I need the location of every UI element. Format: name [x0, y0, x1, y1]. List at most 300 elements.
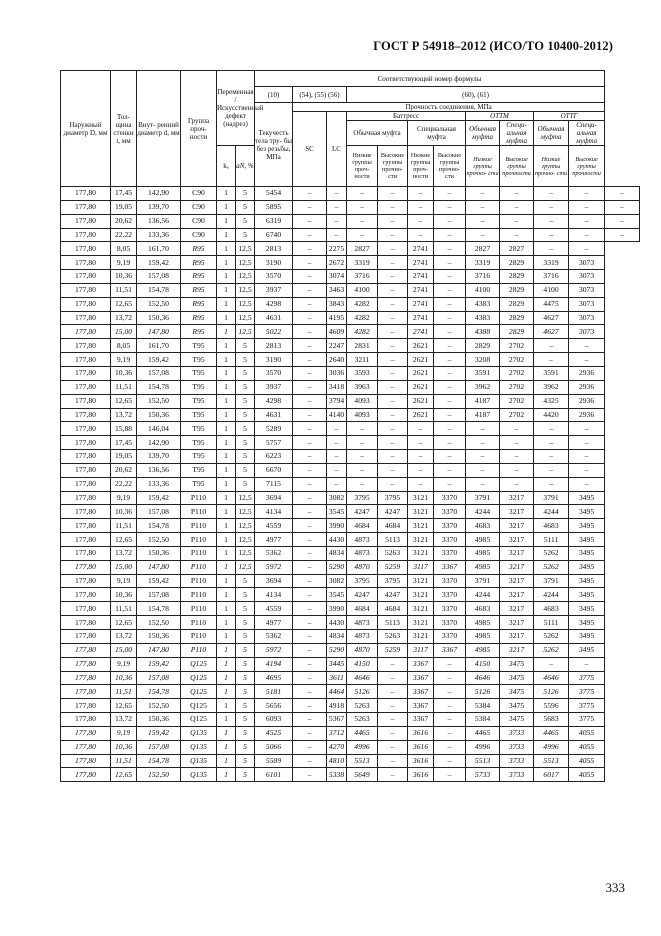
table-cell: 177,80	[61, 574, 111, 588]
table-cell: 4631	[255, 408, 293, 422]
table-cell: 3495	[569, 505, 605, 519]
table-cell: –	[327, 214, 347, 228]
table-cell: 161,70	[137, 339, 181, 353]
table-cell: 9,19	[111, 491, 137, 505]
table-cell: 10,36	[111, 505, 137, 519]
table-cell: 2621	[408, 339, 434, 353]
table-cell: 3733	[500, 768, 534, 782]
table-cell: –	[293, 270, 327, 284]
table-cell: 3036	[327, 366, 347, 380]
table-cell: –	[347, 463, 378, 477]
table-cell: 10,36	[111, 671, 137, 685]
table-cell: 4298	[255, 297, 293, 311]
header-an: aN, %	[236, 146, 255, 187]
table-cell: P110	[181, 574, 217, 588]
table-cell: 5181	[255, 685, 293, 699]
table-cell: 177,80	[61, 685, 111, 699]
table-cell: 3082	[327, 574, 347, 588]
table-cell: 3475	[500, 671, 534, 685]
table-cell: –	[534, 353, 569, 367]
table-cell: 159,42	[137, 491, 181, 505]
table-row	[61, 256, 640, 270]
table-cell: 5111	[534, 616, 569, 630]
table-cell: –	[434, 283, 466, 297]
table-cell: 1	[217, 671, 236, 685]
table-cell: 3475	[500, 699, 534, 713]
table-cell: 5289	[255, 422, 293, 436]
table-cell: –	[534, 463, 569, 477]
table-cell: 12,65	[111, 616, 137, 630]
table-cell: 3208	[466, 353, 500, 367]
table-row	[61, 242, 640, 256]
table-cell: 5362	[255, 546, 293, 560]
table-row	[61, 339, 640, 353]
table-cell: –	[293, 256, 327, 270]
table-cell: 5	[236, 463, 255, 477]
table-cell: 177,80	[61, 353, 111, 367]
table-cell: 142,90	[137, 187, 181, 201]
table-cell: –	[434, 699, 466, 713]
table-cell: –	[500, 200, 534, 214]
table-cell: –	[378, 740, 408, 754]
table-cell: 133,36	[137, 228, 181, 242]
table-cell: 154,78	[137, 602, 181, 616]
table-cell: 2702	[500, 339, 534, 353]
table-cell: 3495	[569, 519, 605, 533]
table-cell: 5113	[378, 616, 408, 630]
table-cell: –	[378, 297, 408, 311]
table-cell: 5	[236, 657, 255, 671]
table-cell: 2831	[347, 339, 378, 353]
header-yield: Текучесть тела тру- бы без резьбы, МПа	[255, 103, 293, 187]
table-cell: –	[569, 450, 605, 464]
table-cell: –	[293, 366, 327, 380]
table-cell: 1	[217, 519, 236, 533]
page-number: 333	[605, 880, 625, 895]
table-cell: 2936	[569, 394, 605, 408]
table-cell: 1	[217, 491, 236, 505]
table-cell: –	[378, 671, 408, 685]
table-cell: 3121	[408, 602, 434, 616]
table-cell: R95	[181, 325, 217, 339]
table-cell: 5	[236, 713, 255, 727]
table-cell: 3495	[569, 630, 605, 644]
table-cell: –	[327, 450, 347, 464]
table-cell: 2275	[327, 242, 347, 256]
header-ottm-regular: Обычная муфта	[466, 121, 500, 146]
table-cell: 3990	[327, 602, 347, 616]
table-cell: –	[347, 436, 378, 450]
table-cell: 5513	[347, 754, 378, 768]
table-cell: 9,19	[111, 726, 137, 740]
table-cell: 2829	[500, 325, 534, 339]
table-cell: 3475	[500, 657, 534, 671]
table-row	[61, 325, 640, 339]
table-cell: –	[378, 768, 408, 782]
table-cell: P110	[181, 616, 217, 630]
table-cell: 5126	[347, 685, 378, 699]
table-cell: 136,56	[137, 214, 181, 228]
table-cell: 4996	[347, 740, 378, 754]
table-cell: 13,72	[111, 311, 137, 325]
table-cell: –	[293, 408, 327, 422]
table-cell: –	[378, 339, 408, 353]
table-cell: 3370	[434, 602, 466, 616]
table-cell: 177,80	[61, 394, 111, 408]
table-cell: 4325	[534, 394, 569, 408]
table-cell: 4244	[534, 588, 569, 602]
table-cell: –	[293, 671, 327, 685]
table-cell: 157,08	[137, 740, 181, 754]
table-cell: 177,80	[61, 242, 111, 256]
table-cell: Q135	[181, 768, 217, 782]
table-row	[61, 713, 640, 727]
table-cell: 3733	[500, 726, 534, 740]
header-ottg-special: Специ- альная муфта	[569, 121, 605, 146]
table-cell: –	[293, 228, 327, 242]
table-cell: 177,80	[61, 740, 111, 754]
table-cell: 177,80	[61, 533, 111, 547]
table-cell: –	[378, 422, 408, 436]
header-sc: SC	[293, 112, 327, 187]
header-ottm: ОТТМ	[466, 112, 534, 121]
table-cell: 177,80	[61, 505, 111, 519]
table-cell: 3217	[500, 588, 534, 602]
table-cell: –	[434, 200, 466, 214]
header-connection-strength: Прочность соединения, МПа	[293, 103, 605, 112]
table-cell: 2827	[466, 242, 500, 256]
table-cell: 3073	[569, 283, 605, 297]
table-cell: –	[293, 297, 327, 311]
table-cell: 3733	[500, 754, 534, 768]
table-cell: 5513	[534, 754, 569, 768]
table-cell: 5066	[255, 740, 293, 754]
table-cell: 4430	[327, 616, 347, 630]
table-cell: 3367	[408, 671, 434, 685]
table-cell: 9,19	[111, 353, 137, 367]
table-cell: –	[293, 339, 327, 353]
table-cell: –	[605, 187, 640, 201]
table-cell: 8,05	[111, 339, 137, 353]
table-cell: 159,42	[137, 657, 181, 671]
table-cell: 3121	[408, 574, 434, 588]
table-cell: Q125	[181, 699, 217, 713]
header-grade: Группа проч- ности	[181, 71, 217, 187]
table-cell: C90	[181, 200, 217, 214]
table-cell: 3495	[569, 643, 605, 657]
table-cell: 3117	[408, 560, 434, 574]
table-cell: 3370	[434, 505, 466, 519]
table-cell: 4055	[569, 740, 605, 754]
table-cell: –	[293, 394, 327, 408]
table-cell: 3775	[569, 699, 605, 713]
table-cell: 3367	[408, 699, 434, 713]
table-cell: 4695	[255, 671, 293, 685]
table-cell: C90	[181, 187, 217, 201]
table-cell: 4150	[347, 657, 378, 671]
header-outer-diameter: Наружный диаметр D, мм	[61, 71, 111, 187]
table-cell: 1	[217, 713, 236, 727]
header-ottg: ОТТГ	[534, 112, 605, 121]
table-cell: –	[293, 505, 327, 519]
header-buttress: Баттресс	[347, 112, 466, 121]
table-cell: 4985	[466, 643, 500, 657]
table-cell: –	[569, 228, 605, 242]
table-row	[61, 408, 640, 422]
table-cell: 3794	[327, 394, 347, 408]
table-cell: 177,80	[61, 713, 111, 727]
table-cell: –	[293, 187, 327, 201]
table-cell: 3217	[500, 491, 534, 505]
table-cell: 11,51	[111, 602, 137, 616]
table-cell: –	[500, 187, 534, 201]
table-cell: 3937	[255, 283, 293, 297]
table-cell: 3962	[466, 380, 500, 394]
table-cell: 1	[217, 630, 236, 644]
table-cell: –	[534, 450, 569, 464]
table-cell: 12,5	[236, 297, 255, 311]
table-cell: –	[434, 422, 466, 436]
table-cell: –	[293, 546, 327, 560]
table-cell: T95	[181, 394, 217, 408]
table-cell: 4100	[347, 283, 378, 297]
table-cell: T95	[181, 436, 217, 450]
table-cell: –	[466, 228, 500, 242]
table-cell: 3775	[569, 685, 605, 699]
table-cell: 2829	[500, 283, 534, 297]
table-cell: 4684	[347, 602, 378, 616]
table-cell: 5589	[255, 754, 293, 768]
table-cell: 3616	[408, 726, 434, 740]
table-cell: 11,51	[111, 283, 137, 297]
table-cell: 5972	[255, 643, 293, 657]
table-cell: P110	[181, 533, 217, 547]
table-cell: 4873	[347, 533, 378, 547]
table-cell: –	[293, 685, 327, 699]
table-cell: –	[434, 325, 466, 339]
table-cell: –	[293, 380, 327, 394]
table-cell: 11,51	[111, 380, 137, 394]
table-cell: 5	[236, 726, 255, 740]
table-cell: 150,36	[137, 630, 181, 644]
table-row	[61, 353, 640, 367]
table-cell: –	[605, 200, 640, 214]
table-cell: 5649	[347, 768, 378, 782]
table-cell: 4187	[466, 394, 500, 408]
table-cell: 2741	[408, 256, 434, 270]
table-cell: Q135	[181, 740, 217, 754]
table-cell: 4465	[347, 726, 378, 740]
table-cell: 4977	[255, 616, 293, 630]
table-cell: 177,80	[61, 643, 111, 657]
table-cell: 177,80	[61, 699, 111, 713]
table-cell: 3591	[466, 366, 500, 380]
table-cell: –	[434, 380, 466, 394]
table-cell: 157,08	[137, 588, 181, 602]
table-cell: 15,00	[111, 560, 137, 574]
header-wall-thickness: Тол- щина стенки t, мм	[111, 71, 137, 187]
table-cell: P110	[181, 643, 217, 657]
table-cell: 5	[236, 685, 255, 699]
header-regular-coupling: Обычная муфта	[347, 121, 408, 146]
table-cell: 177,80	[61, 422, 111, 436]
table-cell: 3217	[500, 505, 534, 519]
table-cell: 5	[236, 602, 255, 616]
table-cell: 1	[217, 256, 236, 270]
table-cell: 5513	[466, 754, 500, 768]
table-cell: –	[466, 450, 500, 464]
table-cell: P110	[181, 560, 217, 574]
table-cell: 1	[217, 339, 236, 353]
table-row	[61, 214, 640, 228]
table-cell: –	[378, 408, 408, 422]
table-cell: –	[534, 422, 569, 436]
table-cell: –	[569, 436, 605, 450]
table-cell: 161,70	[137, 242, 181, 256]
table-cell: 177,80	[61, 588, 111, 602]
table-cell: 1	[217, 200, 236, 214]
table-cell: 4683	[466, 602, 500, 616]
table-cell: 3367	[434, 643, 466, 657]
table-cell: 3694	[255, 574, 293, 588]
table-cell: 5	[236, 422, 255, 436]
table-cell: –	[569, 339, 605, 353]
table-cell: 4996	[466, 740, 500, 754]
table-cell: 150,36	[137, 408, 181, 422]
table-cell: –	[378, 450, 408, 464]
table-cell: 4093	[347, 394, 378, 408]
table-cell: P110	[181, 630, 217, 644]
table-cell: 17,45	[111, 187, 137, 201]
table-cell: 4559	[255, 519, 293, 533]
table-row	[61, 228, 640, 242]
table-cell: 2741	[408, 325, 434, 339]
table-cell: 4646	[347, 671, 378, 685]
table-cell: 1	[217, 740, 236, 754]
table-cell: 2247	[327, 339, 347, 353]
table-cell: 5259	[378, 643, 408, 657]
table-cell: 1	[217, 283, 236, 297]
table-cell: –	[434, 740, 466, 754]
table-cell: 2813	[255, 339, 293, 353]
table-cell: –	[293, 602, 327, 616]
table-cell: 4464	[327, 685, 347, 699]
table-cell: –	[534, 339, 569, 353]
table-cell: 12,65	[111, 699, 137, 713]
table-cell: Q135	[181, 754, 217, 768]
table-cell: 5	[236, 740, 255, 754]
table-cell: –	[347, 450, 378, 464]
table-cell: 3121	[408, 533, 434, 547]
table-cell: 1	[217, 228, 236, 242]
table-cell: 5	[236, 574, 255, 588]
table-cell: –	[534, 242, 569, 256]
table-cell: –	[466, 214, 500, 228]
table-cell: –	[378, 228, 408, 242]
table-cell: 3694	[255, 491, 293, 505]
table-cell: 1	[217, 588, 236, 602]
table-cell: 3795	[378, 574, 408, 588]
table-cell: 177,80	[61, 283, 111, 297]
table-cell: 4834	[327, 546, 347, 560]
table-cell: 8,05	[111, 242, 137, 256]
table-cell: –	[378, 214, 408, 228]
table-cell: –	[434, 754, 466, 768]
header-formula-54: (54), (55) (56)	[293, 87, 347, 103]
table-cell: 3475	[500, 713, 534, 727]
table-cell: –	[378, 311, 408, 325]
table-cell: 2621	[408, 408, 434, 422]
table-cell: 1	[217, 380, 236, 394]
table-cell: 2741	[408, 270, 434, 284]
table-cell: –	[378, 256, 408, 270]
table-cell: –	[569, 422, 605, 436]
header-buttress-regular-low: Низкие группы проч- ности	[347, 146, 378, 187]
table-cell: 5	[236, 643, 255, 657]
table-cell: 139,70	[137, 450, 181, 464]
table-cell: –	[408, 214, 434, 228]
table-cell: 4055	[569, 726, 605, 740]
table-cell: 3616	[408, 754, 434, 768]
table-cell: –	[293, 768, 327, 782]
table-cell: 3073	[569, 325, 605, 339]
table-cell: 19,05	[111, 450, 137, 464]
header-buttress-special-high: Высокие группы прочно- сти	[434, 146, 466, 187]
table-cell: 1	[217, 574, 236, 588]
table-cell: 5384	[466, 713, 500, 727]
table-cell: –	[293, 574, 327, 588]
table-cell: 3370	[434, 519, 466, 533]
table-cell: –	[434, 339, 466, 353]
table-cell: Q135	[181, 726, 217, 740]
table-cell: 133,36	[137, 477, 181, 491]
table-row	[61, 463, 640, 477]
table-cell: 15,00	[111, 325, 137, 339]
table-cell: 13,72	[111, 546, 137, 560]
table-cell: 4100	[534, 283, 569, 297]
table-cell: –	[434, 450, 466, 464]
table-cell: –	[534, 436, 569, 450]
table-cell: 2702	[500, 353, 534, 367]
table-cell: 2702	[500, 380, 534, 394]
table-cell: –	[378, 200, 408, 214]
table-cell: –	[569, 200, 605, 214]
table-cell: 4985	[466, 533, 500, 547]
table-row	[61, 560, 640, 574]
table-cell: –	[378, 726, 408, 740]
table-cell: T95	[181, 353, 217, 367]
table-cell: 3367	[408, 713, 434, 727]
table-cell: 154,78	[137, 380, 181, 394]
table-cell: 5262	[534, 630, 569, 644]
table-cell: 2827	[500, 242, 534, 256]
table-cell: –	[293, 422, 327, 436]
table-cell: 5	[236, 408, 255, 422]
table-cell: –	[534, 187, 569, 201]
table-cell: R95	[181, 311, 217, 325]
strength-table	[60, 70, 640, 782]
table-cell: 5	[236, 768, 255, 782]
table-cell: –	[293, 214, 327, 228]
table-cell: 13,72	[111, 713, 137, 727]
table-cell: –	[347, 200, 378, 214]
table-cell: 9,19	[111, 574, 137, 588]
table-cell: –	[293, 436, 327, 450]
table-cell: 19,05	[111, 200, 137, 214]
table-cell: –	[408, 436, 434, 450]
table-cell: 3121	[408, 588, 434, 602]
table-cell: 6223	[255, 450, 293, 464]
